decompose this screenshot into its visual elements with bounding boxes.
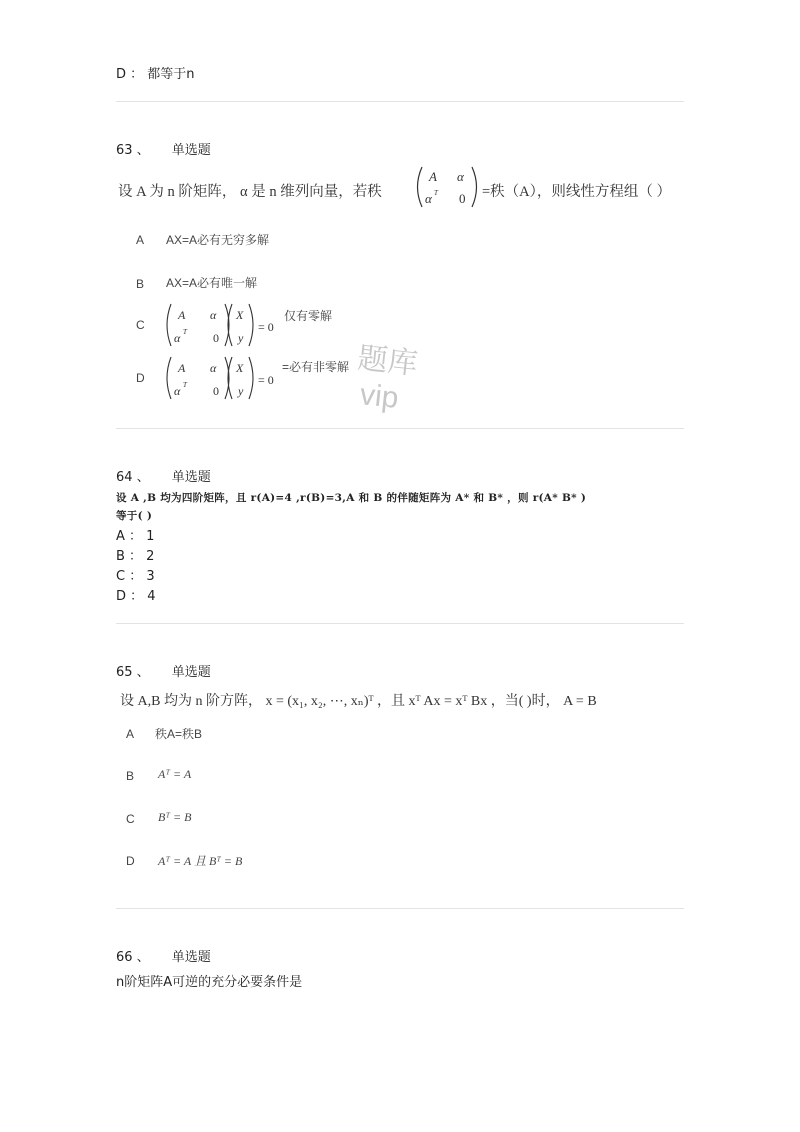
svg-text:T: T [183, 328, 187, 336]
stem-text-pre: 设 A 为 n 阶矩阵， α 是 n 维列向量，若秩 [118, 184, 382, 200]
svg-text:α: α [210, 308, 217, 322]
option-letter-c: C [126, 812, 135, 826]
svg-text:A: A [178, 361, 186, 375]
option-text-a[interactable]: 秩A=秩B [155, 727, 203, 741]
question-stem-66: n阶矩阵A可逆的充分必要条件是 [116, 975, 303, 990]
matrix-t-sup: T [434, 189, 438, 197]
question-number: 66 、 [116, 950, 150, 965]
matrix-a: A [429, 169, 437, 184]
question-type: 单选题 [171, 665, 211, 680]
question-number: 65 、 [116, 665, 150, 680]
option-d-matrix-equation[interactable] [162, 354, 284, 402]
option-d[interactable]: D ： 4 [116, 589, 156, 604]
option-text-c[interactable]: Bᵀ = B [158, 810, 192, 824]
question-header-64 [116, 466, 211, 485]
divider [116, 101, 684, 102]
svg-text:y: y [238, 384, 244, 398]
option-text-c[interactable]: 仅有零解 [284, 309, 333, 323]
question-type: 单选题 [171, 143, 211, 158]
svg-text:X: X [236, 308, 244, 322]
watermark-line1: 题库 [356, 341, 420, 382]
svg-text:α: α [174, 384, 181, 398]
svg-text:A: A [178, 308, 186, 322]
svg-text:X: X [236, 361, 244, 375]
option-c-matrix-equation[interactable] [162, 301, 284, 349]
svg-text:= 0: = 0 [258, 320, 274, 334]
matrix-alpha: α [457, 169, 464, 184]
divider [116, 908, 684, 909]
option-letter-d: D [136, 371, 145, 385]
question-stem-63 [118, 180, 382, 201]
divider [116, 428, 684, 429]
svg-text:α: α [210, 361, 217, 375]
svg-text:T: T [183, 381, 187, 389]
option-letter-d: D [126, 854, 135, 868]
question-stem-65: 设 A,B 均为 n 阶方阵， x = (x₁, x₂, ⋯, xₙ)ᵀ ，且 xᵀ Ax = xᵀ Bx ，当( )时， A = B [120, 694, 597, 709]
svg-text:= 0: = 0 [258, 373, 274, 387]
svg-text:0: 0 [213, 384, 219, 398]
option-text-d[interactable]: Aᵀ = A 且 Bᵀ = B [158, 854, 243, 868]
question-stem-64-line1: 设 A ,B 均为四阶矩阵，且 r(A)=4 ,r(B)=3,A 和 B 的伴随矩阵为 A* 和 B* ，则 r(A* B* ) [116, 492, 587, 504]
option-letter-b: B [136, 277, 145, 291]
svg-text:α: α [174, 331, 181, 345]
question-number: 64 、 [116, 470, 150, 485]
option-letter-a: A [126, 727, 135, 741]
question-type: 单选题 [171, 470, 211, 485]
option-letter-a: A [136, 233, 145, 247]
option-letter-b: B [126, 769, 135, 783]
prev-option-d: D ： 都等于n [116, 67, 195, 82]
option-letter-c: C [136, 318, 145, 332]
question-header-66 [116, 946, 211, 965]
question-header-63 [116, 139, 211, 158]
question-header-65 [116, 661, 211, 680]
stem-block-matrix [412, 164, 482, 210]
question-stem-64-line2: 等于( ) [116, 510, 153, 522]
option-c[interactable]: C ： 3 [116, 569, 155, 584]
option-b[interactable]: B ： 2 [116, 549, 155, 564]
option-text-b[interactable]: Aᵀ = A [158, 767, 192, 781]
option-a[interactable]: A ： 1 [116, 529, 155, 544]
svg-text:0: 0 [213, 331, 219, 345]
option-text-a[interactable]: AX=A必有无穷多解 [166, 233, 270, 247]
divider [116, 623, 684, 624]
watermark-line2: vip [358, 378, 401, 415]
question-type: 单选题 [171, 950, 211, 965]
stem-text-post: =秩（A），则线性方程组（ ） [482, 184, 672, 200]
svg-text:y: y [238, 331, 244, 345]
option-text-b[interactable]: AX=A必有唯一解 [166, 276, 258, 290]
matrix-zero: 0 [459, 191, 466, 206]
question-number: 63 、 [116, 143, 150, 158]
matrix-alpha-t: α [425, 191, 432, 206]
option-text-d[interactable]: =必有非零解 [282, 360, 350, 374]
